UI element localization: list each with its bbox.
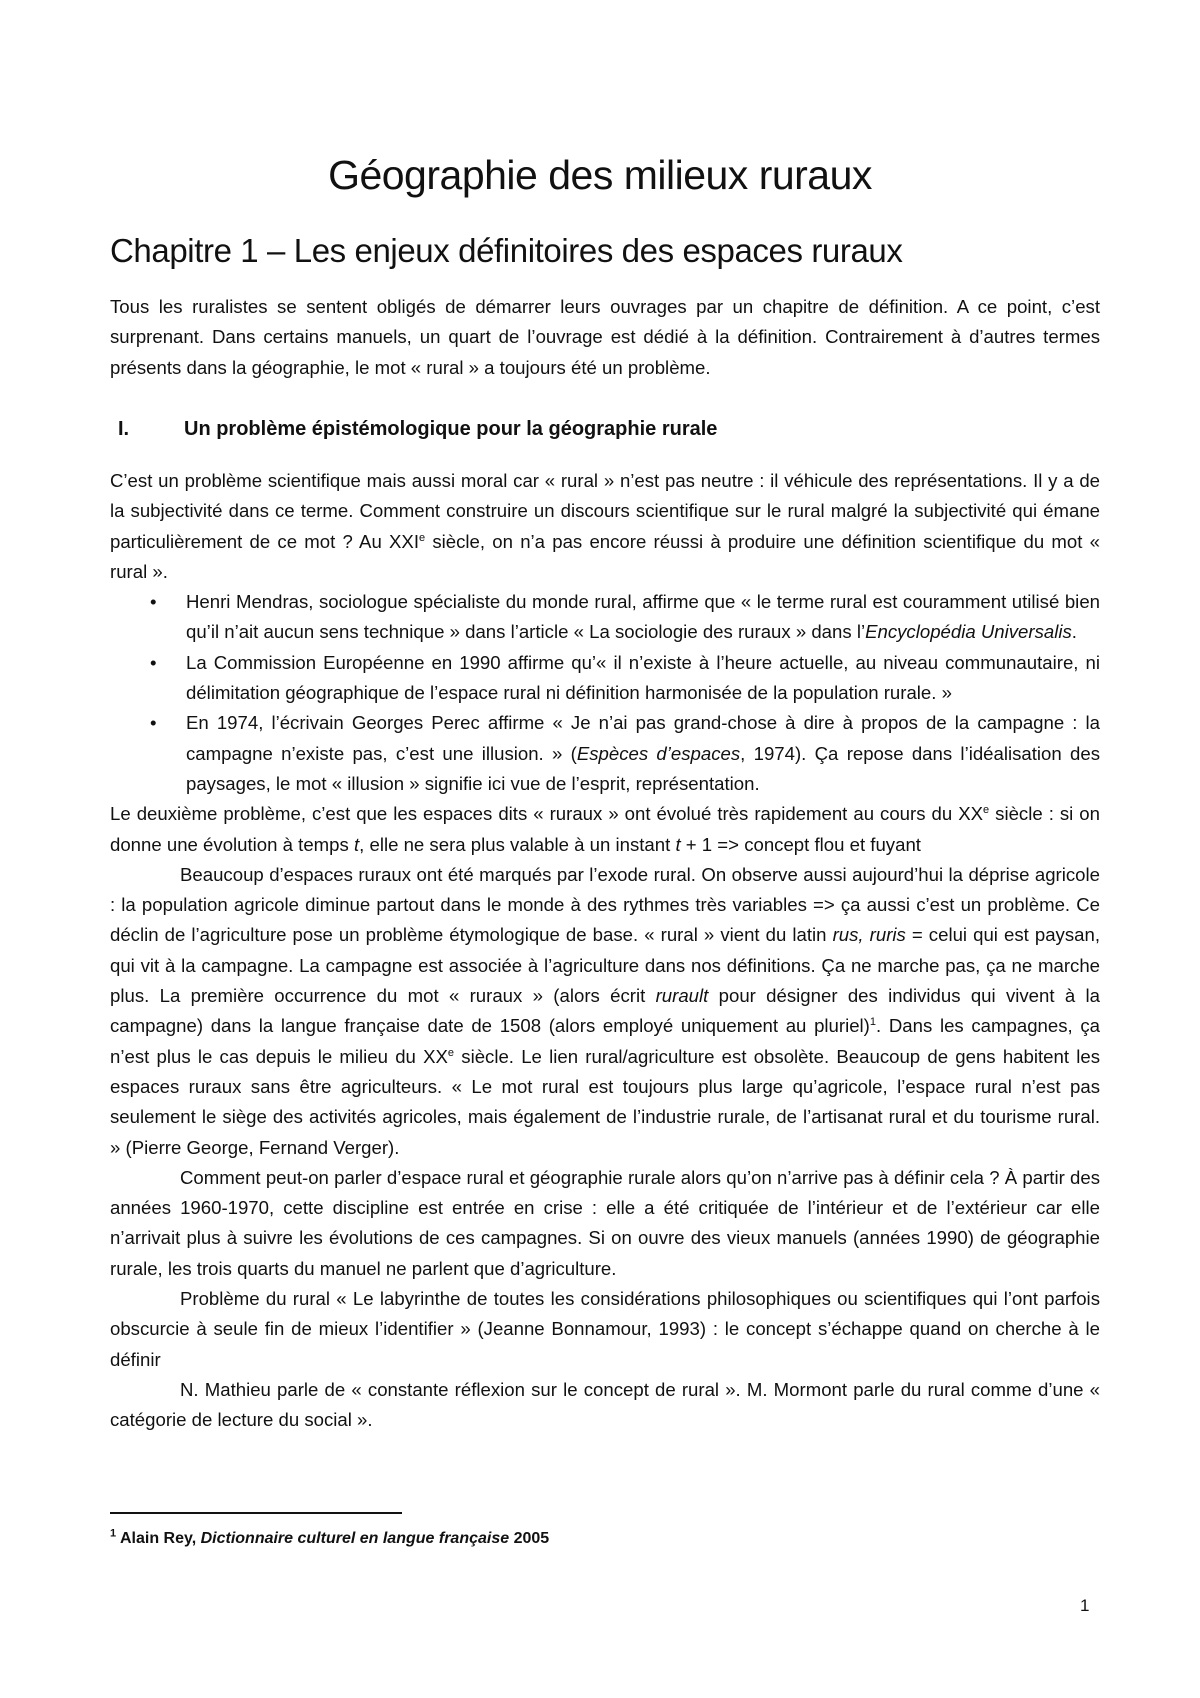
paragraph-4: Comment peut-on parler d’espace rural et géographie rurale alors qu’on n’arrive pas à définir cela ? À partir des années 1960-1970, cette discipline est entrée en crise : elle a été critiquée de l’intérieur et de l’extérieur car elle n’arrivait plus à suivre les évolutions de ces campagnes. Si on ouvre des vieux manuels (années 1990) de géographie rurale, les trois quarts du manuel ne parlent que d’agriculture. bbox=[110, 1166, 1100, 1279]
bullet-icon: • bbox=[150, 651, 157, 673]
intro-block bbox=[110, 292, 1100, 383]
footnote: $^1$ Alain Rey, Dictionnaire culturel en langue française 2005 bbox=[110, 1527, 550, 1547]
section-title: Un problème épistémologique pour la géographie rurale bbox=[184, 418, 718, 440]
paragraph-2: Le deuxième problème, c’est que les espaces dits « ruraux » ont évolué très rapidement au cours du XXe siècle : si on donne une évolution à temps t, elle ne sera plus valable à un instant t + 1 => concept flou et fuyant bbox=[110, 803, 1100, 855]
bullet-list bbox=[110, 587, 1100, 799]
section-number: I. bbox=[118, 418, 130, 440]
footnote-mark: 1 bbox=[110, 1527, 117, 1540]
paragraph-1: C’est un problème scientifique mais aussi moral car « rural » n’est pas neutre : il véhicule des représentations. Il y a de la subjectivité dans ce terme. Comment construire un discours scientifique sur le rural malgré la subjectivité qui émane particulièrement de ce mot ? Au XXIe siècle, on n’a pas encore réussi à produire une définition scientifique du mot « rural ». bbox=[110, 470, 1100, 582]
bullet-icon: • bbox=[150, 591, 157, 613]
footnote-separator bbox=[110, 1512, 402, 1514]
chapter-heading: Chapitre 1 – Les enjeux définitoires des espaces ruraux bbox=[110, 232, 903, 269]
intro-paragraph: Tous les ruralistes se sentent obligés de démarrer leurs ouvrages par un chapitre de définition. A ce point, c’est surprenant. Dans certains manuels, un quart de l’ouvrage est dédié à la définition. Contrairement à d’autres termes présents dans la géographie, le mot « rural » a toujours été un problème. bbox=[110, 296, 1100, 378]
page-number: 1 bbox=[1080, 1596, 1090, 1615]
list-item: • La Commission Européenne en 1990 affirme qu’« il n’existe à l’heure actuelle, au niveau communautaire, ni délimitation géographique de l’espace rural ni définition harmonisée de la population rurale. » bbox=[110, 648, 1100, 709]
paragraph-5: Problème du rural « Le labyrinthe de toutes les considérations philosophiques ou scientifiques qui l’ont parfois obscurcie à seule fin de mieux l’identifier » (Jeanne Bonnamour, 1993) : le concept s’échappe quand on cherche à le définir bbox=[110, 1288, 1100, 1370]
list-item: • En 1974, l’écrivain Georges Perec affirme « Je n’ai pas grand-chose à dire à propos de la campagne : la campagne n’existe pas, c’est une illusion. » (Espèces d’espaces, 1974). Ça repose dans l’idéalisation des paysages, le mot « illusion » signifie ici vue de l’esprit, représentation. bbox=[110, 708, 1100, 799]
main-text bbox=[110, 466, 1100, 1436]
document-title: Géographie des milieux ruraux bbox=[328, 152, 872, 198]
footnote-reference[interactable]: 1 bbox=[869, 1016, 877, 1029]
paragraph-3: Beaucoup d’espaces ruraux ont été marqués par l’exode rural. On observe aussi aujourd’hui la déprise agricole : la population agricole diminue partout dans le monde à des rythmes très variables => ça aussi c’est un problème. Ce déclin de l’agriculture pose un problème étymologique de base. « rural » vient du latin rus, ruris = celui qui est paysan, qui vit à la campagne. La campagne est associée à l’agriculture dans nos définitions. Ça ne marche pas, ça ne marche plus. La première occurrence du mot « ruraux » (alors écrit rurault pour désigner des individus qui vivent à la campagne) dans la langue française date de 1508 (alors employé uniquement au pluriel)$^1$. Dans les campagnes, ça n’est plus le cas depuis le milieu du XXe siècle. Le lien rural/agriculture est obsolète. Beaucoup de gens habitent les espaces ruraux sans être agriculteurs. « Le mot rural est toujours plus large qu’agricole, l’espace rural n’est pas seulement le siège des activités agricoles, mais également de l’industrie rurale, de l’artisanat rural et du tourisme rural. » (Pierre George, Fernand Verger). bbox=[110, 863, 1100, 1158]
bullet-icon: • bbox=[150, 712, 157, 734]
list-item: • Henri Mendras, sociologue spécialiste du monde rural, affirme que « le terme rural est couramment utilisé bien qu’il n’ait aucun sens technique » dans l’article « La sociologie des ruraux » dans l’Encyclopédia Universalis. bbox=[110, 587, 1100, 648]
section-heading bbox=[118, 418, 717, 441]
paragraph-6: N. Mathieu parle de « constante réflexion sur le concept de rural ». M. Mormont parle du rural comme d’une « catégorie de lecture du social ». bbox=[110, 1378, 1100, 1431]
